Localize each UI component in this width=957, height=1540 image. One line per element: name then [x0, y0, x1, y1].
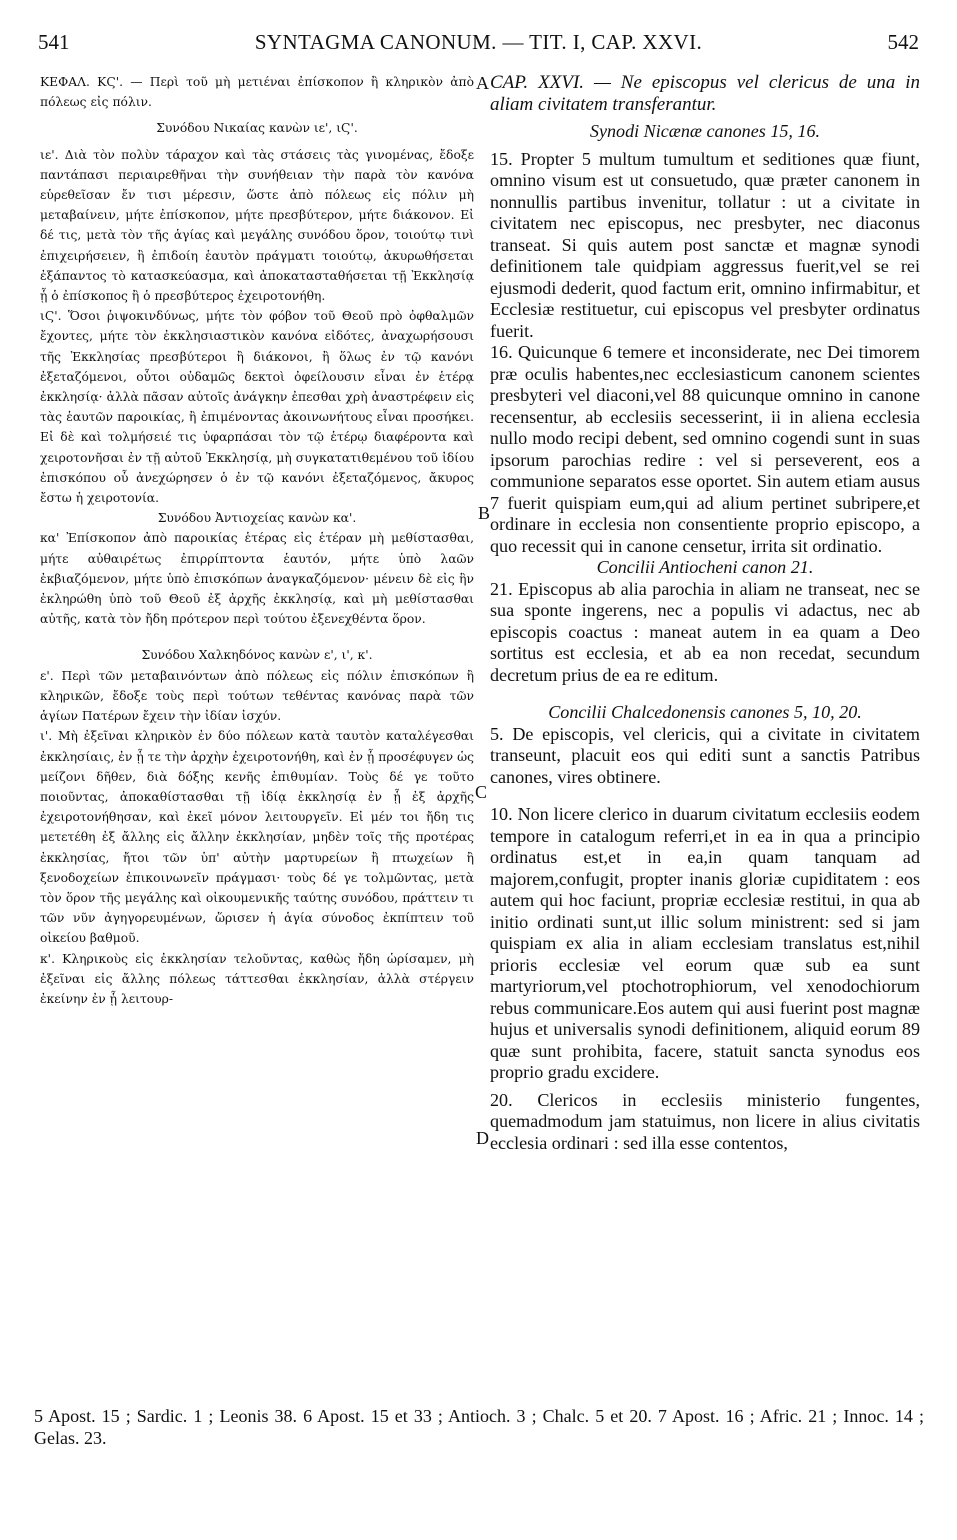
footnote-text: 5 Apost. 15 ; Sardic. 1 ; Leonis 38. 6 Apost. 15 et 33 ; Antioch. 3 ; Chalc. 5 et 20. 7 Apost. 16 ; Afric. 21 ; Innoc. 14 ; Gelas. 23. — [34, 1406, 924, 1448]
running-header — [38, 30, 919, 58]
latin-canon-paragraph: 16. Quicunque 6 temere et inconsiderate, nec Dei timorem præ oculis habentes,nec ecclesiasticum canonem scientes presbyteri vel diaconi,vel 88 quicunque omnino in canone recensentur, ab ecclesiis secesserint, ii in aliena ecclesia nullo modo recipi debent, sed omnino cogendi sunt in suas ipsorum parochias redire : vel si perseverent, eos a communione separatos esse oportet. Sin autem etiam ausus 7 fuerit quispiam eum,qui ad alium pertinet subripere,et ordinare in ecclesia non consentiente proprio episcopo, a quo recessit qui in canone censetur, irrita sit ordinatio. — [490, 342, 920, 556]
margin-letter-c: C — [475, 782, 488, 802]
latin-section-heading: Concilii Antiocheni canon 21. — [596, 557, 814, 577]
greek-chapter-heading: ΚΕΦΑΛ. ΚϚ'. — Περὶ τοῦ μὴ μετιέναι ἐπίσκοπον ἢ κληρικὸν ἀπὸ πόλεως εἰς πόλιν. — [40, 75, 474, 110]
greek-column — [40, 72, 474, 1009]
running-title: SYNTAGMA CANONUM. — TIT. I, CAP. XXVI. — [254, 30, 703, 54]
greek-canon-paragraph: ιϚ'. Ὅσοι ῥιψοκινδύνως, μήτε τὸν φόβον τοῦ Θεοῦ πρὸ ὀφθαλμῶν ἔχοντες, μήτε τὸν ἐκκλησιαστικὸν κανόνα εἰδότες, ἀναχωρήσουσι τῆς Ἐκκλησίας πρεσβύτεροι ἢ διάκονοι, ἢ ὅλως ἐν τῷ κανόνι ἐξεταζόμενοι, οὗτοι οὐδαμῶς δεκτοὶ ὀφείλουσιν εἶναι ἐν ἑτέρᾳ ἐκκλησίᾳ· ἀλλὰ πᾶσαν αὐτοῖς ἀνάγκην ἐπεσθαι χρὴ ἀναστρέφειν εἰς τὰς ἑαυτῶν παροικίας, ἢ ἐπιμένοντας ἀκοινωνήτους εἶναι προσήκει. Εἰ δὲ καὶ τολμήσειέ τις ὑφαρπάσαι τὸν τῷ ἑτέρῳ διαφέροντα καὶ χειροτονῆσαι ἐν τῇ αὐτοῦ Ἐκκλησίᾳ, μὴ συγκατατιθεμένου τοῦ ἰδίου ἐπισκόπου οὗ ἀνεχώρησεν ὁ ἐν τῷ κανόνι ἐξεταζόμενος, ἄκυρος ἔστω ἡ χειροτονία. — [40, 309, 474, 506]
latin-column — [490, 72, 920, 1154]
latin-canon-paragraph: 5. De episcopis, vel clericis, qui a civitate in civitatem transeunt, placuit eos qui editi sunt a sanctis Patribus canones, vires obtinere. — [490, 723, 920, 787]
latin-section-heading: Synodi Nicænæ canones 15, 16. — [589, 121, 821, 141]
margin-letter-b: B — [478, 503, 491, 523]
greek-canon-paragraph: ε'. Περὶ τῶν μεταβαινόντων ἀπὸ πόλεως εἰς πόλιν ἐπισκόπων ἢ κληρικῶν, ἔδοξε τοὺς περὶ τούτων τεθέντας κανόνας παρὰ τῶν ἁγίων Πατέρων ἔχειν τὴν ἰδίαν ἰσχύν. — [40, 668, 474, 724]
latin-canon-paragraph: 21. Episcopus ab alia parochia in aliam ne transeat, nec se sua sponte ingerens, nec a populis vi adactus, nec ab episcopis coactus : maneat autem in ea quam a Deo sortitus est ecclesia, et ab ea non recedat, secundum decretum prius de ea re editum. — [490, 578, 920, 685]
page-number-left: 541 — [38, 30, 70, 54]
latin-canon-paragraph: 20. Clericos in ecclesiis ministerio fungentes, quemadmodum jam statuimus, non licere in alius civitatis ecclesia ordinari : sed illa esse contentos, — [490, 1089, 920, 1153]
page-number-right: 542 — [887, 30, 919, 54]
latin-section-heading: Concilii Chalcedonensis canones 5, 10, 20. — [548, 702, 862, 722]
greek-canon-paragraph: κ'. Κληρικοὺς εἰς ἐκκλησίαν τελοῦντας, καθὼς ἤδη ὡρίσαμεν, μὴ ἐξεῖναι εἰς ἄλλης πόλεως τάττεσθαι ἐκκλησίαν, ἀλλὰ στέργειν ἐκείνην ἐν ᾗ λειτουρ- — [40, 951, 474, 1006]
margin-letter-a: A — [476, 73, 489, 93]
greek-section-heading: Συνόδου Χαλκηδόνος κανὼν ε', ι', κ'. — [141, 648, 373, 663]
footnotes — [34, 1405, 924, 1449]
greek-canon-paragraph: κα' Ἐπίσκοπον ἀπὸ παροικίας ἑτέρας εἰς ἑτέραν μὴ μεθίστασθαι, μήτε αὐθαιρέτως ἐπιρρίπτοντα ἑαυτόν, μήτε ὑπὸ λαῶν ἐκβιαζόμενον, μήτε ὑπὸ ἐπισκόπων ἀναγκαζόμενον· μένειν δὲ εἰς ἣν ἐκληρώθη ὑπὸ τοῦ Θεοῦ ἐξ ἀρχῆς ἐκκλησίᾳ, καὶ μὴ μεθίστασθαι αὐτῆς, κατὰ τὸν ἤδη πρότερον περὶ τούτου ἐξενεχθέντα ὅρον. — [40, 531, 474, 627]
greek-section-heading: Συνόδου Νικαίας κανὼν ιε', ιϚ'. — [156, 121, 358, 136]
margin-letter-d: D — [476, 1128, 489, 1148]
greek-section-heading: Συνόδου Ἀντιοχείας κανὼν κα'. — [157, 511, 357, 526]
greek-canon-paragraph: ιε'. Διὰ τὸν πολὺν τάραχον καὶ τὰς στάσεις τὰς γινομένας, ἔδοξε παντάπασι περιαιρεθῆναι τὴν συνήθειαν τὴν παρὰ τὸν κανόνα εὑρεθεῖσαν ἔν τισι μέρεσιν, ὥστε ἀπὸ πόλεως εἰς πόλιν μὴ μεταβαίνειν, μήτε ἐπίσκοπον, μήτε πρεσβύτερον, μήτε διάκονον. Εἰ δέ τις, μετὰ τὸν τῆς ἁγίας καὶ μεγάλης συνόδου ὅρον, τοιούτῳ τινὶ ἐπιχειρήσειεν, ἢ ἐπιδοίη ἑαυτὸν πράγματι τοιούτῳ, ἀκυρωθήσεται ἐξάπαντος τὸ κατασκεύασμα, καὶ ἀποκατασταθήσεται τῇ Ἐκκλησίᾳ ᾗ ὁ ἐπίσκοπος ἢ ὁ πρεσβύτερος ἐχειροτονήθη. — [40, 147, 474, 304]
latin-canon-paragraph: 15. Propter 5 multum tumultum et seditiones quæ fiunt, omnino visum est ut consuetudo, quæ præter canonem in nonnullis partibus invenitur, tollatur : ut a civitate in civitatem nec episcopus, nec presbyter, nec diaconus transeat. Si quis autem post sanctæ et magnæ synodi definitionem tale quidpiam aggressus fuerit,vel se rei ejusmodi dederit, quod factum erit, omnino infirmabitur, et Ecclesiæ restituetur, cui episcopus vel presbyter ordinatus fuerit. — [490, 148, 920, 341]
greek-canon-paragraph: ι'. Μὴ ἐξεῖναι κληρικὸν ἐν δύο πόλεων κατὰ ταυτὸν καταλέγεσθαι ἐκκλησίαις, ἐν ᾗ τε τὴν ἀρχὴν ἐχειροτονήθη, καὶ ἐν ᾗ προσέφυγεν ὡς μείζονι δῆθεν, διὰ δόξης κενῆς ἐπιθυμίαν. Τοὺς δέ γε τοῦτο ποιοῦντας, ἀποκαθίστασθαι τῇ ἰδίᾳ ἐκκλησίᾳ ἐν ᾗ ἐξ ἀρχῆς ἐχειροτονήθησαν, καὶ ἐκεῖ μόνον λειτουργεῖν. Εἰ μέν τοι ἤδη τις μετετέθη ἐξ ἄλλης εἰς ἄλλην ἐκκλησίαν, μηδὲν τοῖς τῆς προτέρας ἐκκλησίας, ἤτοι τῶν ὑπ' αὐτὴν μαρτυρείων ἢ πτωχείων ἢ ξενοδοχείων ἐπικοινωνεῖν πράγμασι· τοὺς δέ γε τολμῶντας, μετὰ τὸν ὅρον τῆς μεγάλης καὶ οἰκουμενικῆς ταύτης συνόδου, πράττειν τι τῶν νῦν ἀγηγορευμένων, ὥρισεν ἡ ἁγία σύνοδος ἐκπίπτειν τοῦ οἰκείου βαθμοῦ. — [40, 729, 474, 946]
latin-canon-paragraph: 10. Non licere clerico in duarum civitatum ecclesiis eodem tempore in catalogum referri,et in ea in qua a principio ordinatus est,et in ea,in quam tanquam ad majorem,confugit, propter inanis gloriæ cupiditatem : eos autem qui hoc faciunt, propriæ ecclesiæ restitui, in qua ab initio ordinati sunt,ut illic solum ministrent: sed si jam quispiam ex alia in aliam ecclesiam translatus est,nihil prioris ecclesiæ vel eorum quæ sub ea sunt martyriorum,vel ptochotrophiorum, vel xenodochiorum rebus communicare.Eos autem qui ausi fuerint post magnæ hujus et universalis synodi definitionem, aliquid eorum 89 quæ sunt prohibita, facere, statuit sancta synodus eos proprio gradu excidere. — [490, 804, 920, 1082]
latin-chapter-heading: CAP. XXVI. — Ne episcopus vel clericus de una in aliam civitatem transferantur. — [490, 72, 920, 115]
